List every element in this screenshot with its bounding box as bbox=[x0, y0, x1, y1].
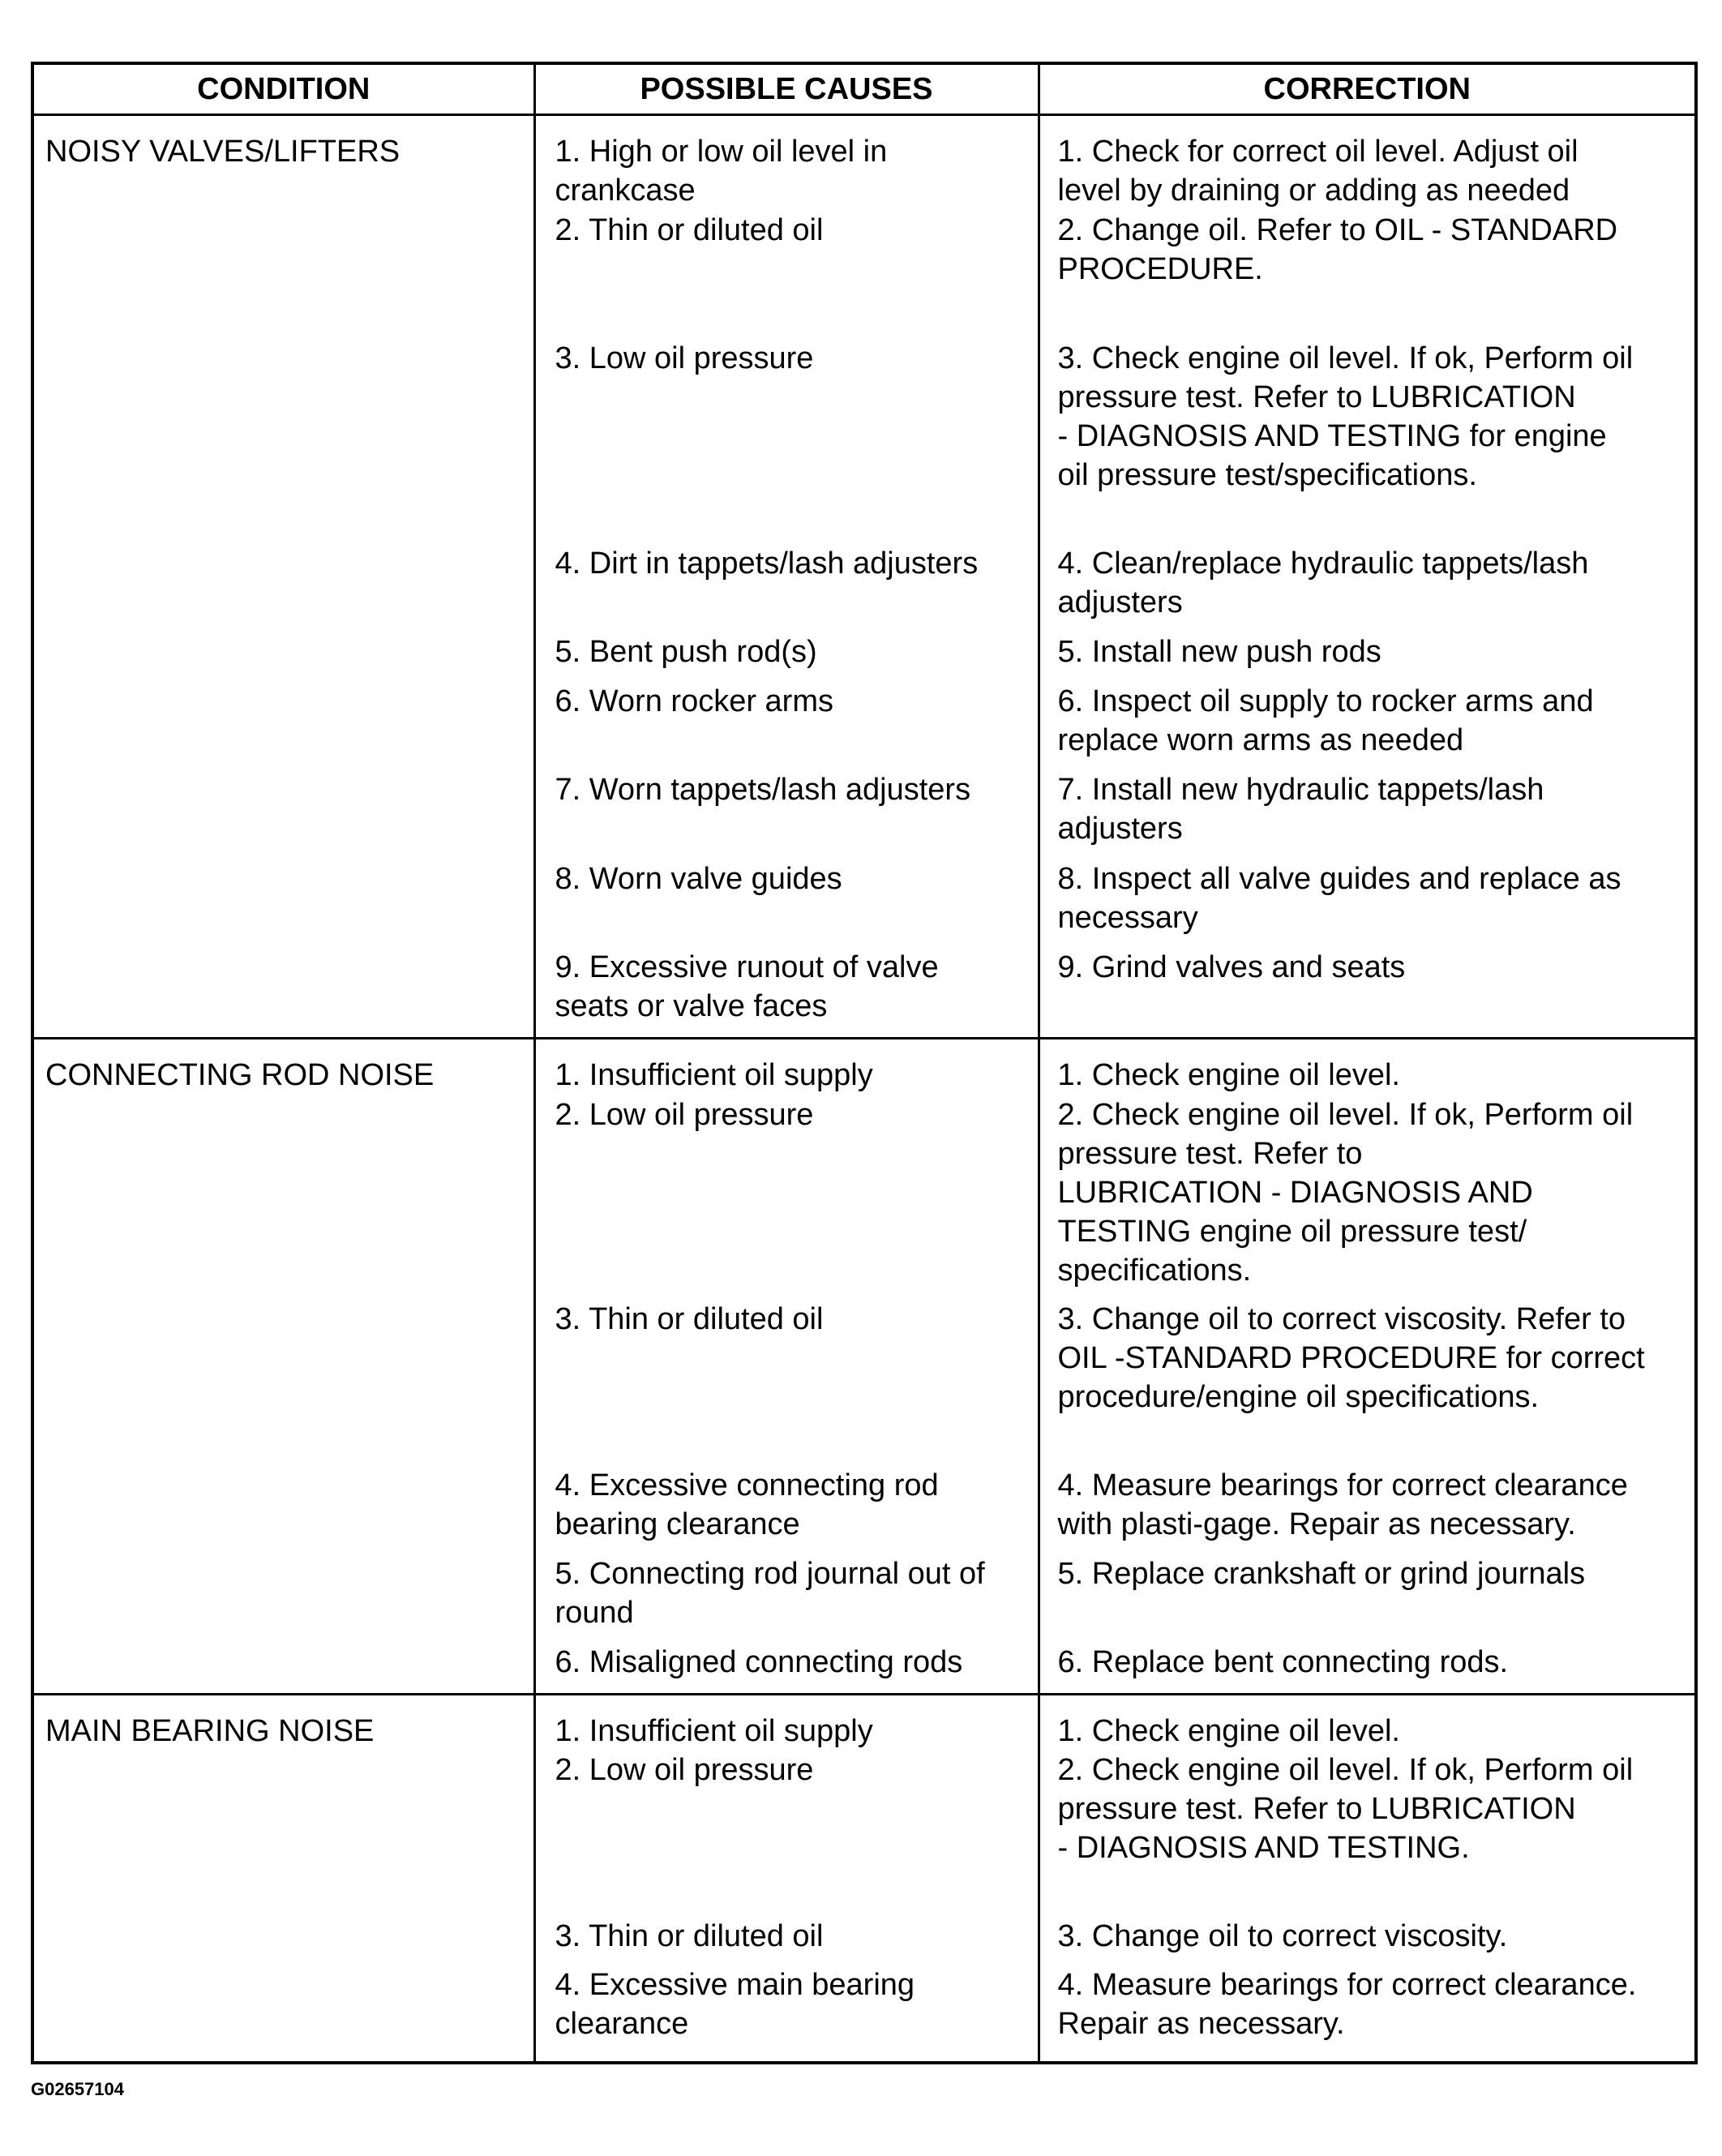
cause-cell bbox=[534, 544, 1039, 632]
header-condition: CONDITION bbox=[32, 63, 534, 115]
correction-cell bbox=[1039, 1038, 1696, 1095]
condition-text: NOISY VALVES/LIFTERS bbox=[45, 135, 401, 169]
correction-cell bbox=[1039, 211, 1696, 339]
cause-text: 4. Dirt in tappets/lash adjusters bbox=[555, 547, 979, 581]
correction-cell bbox=[1039, 1694, 1696, 1751]
cause-text: 2. Thin or diluted oil bbox=[555, 213, 824, 248]
cause-cell bbox=[534, 1751, 1039, 1916]
cause-text: 5. Connecting rod journal out of round bbox=[555, 1557, 985, 1631]
condition-text: MAIN BEARING NOISE bbox=[45, 1713, 375, 1748]
header-correction: CORRECTION bbox=[1039, 63, 1696, 115]
cause-text: 2. Low oil pressure bbox=[555, 1753, 814, 1788]
correction-cell bbox=[1039, 632, 1696, 682]
cause-cell bbox=[534, 770, 1039, 859]
condition-cell bbox=[32, 1038, 534, 1694]
correction-text: 6. Inspect oil supply to rocker arms and replace worn arms as needed bbox=[1057, 684, 1594, 758]
cause-text: 4. Excessive connecting rod bearing clearance bbox=[555, 1468, 939, 1541]
correction-cell bbox=[1039, 859, 1696, 948]
cause-text: 2. Low oil pressure bbox=[555, 1097, 814, 1132]
cause-text: 4. Excessive main bearing clearance bbox=[555, 1968, 915, 2042]
correction-cell bbox=[1039, 1643, 1696, 1694]
correction-text: 4. Measure bearings for correct clearance. Repair as necessary. bbox=[1057, 1968, 1637, 2042]
cause-cell bbox=[534, 1095, 1039, 1301]
diagnosis-table bbox=[31, 62, 1698, 2064]
cause-cell bbox=[534, 115, 1039, 212]
cause-cell bbox=[534, 1554, 1039, 1643]
cause-text: 8. Worn valve guides bbox=[555, 861, 842, 896]
correction-text: 5. Install new push rods bbox=[1057, 635, 1381, 670]
correction-text: 4. Measure bearings for correct clearance with plasti-gage. Repair as necessary. bbox=[1057, 1468, 1628, 1541]
correction-cell bbox=[1039, 544, 1696, 632]
condition-cell bbox=[32, 115, 534, 1039]
correction-cell bbox=[1039, 1554, 1696, 1643]
table-row bbox=[32, 1038, 1696, 1095]
correction-text: 2. Check engine oil level. If ok, Perform oil pressure test. Refer to LUBRICATION - DIAGNOSIS AND TESTING. bbox=[1057, 1753, 1634, 1866]
correction-cell bbox=[1039, 1917, 1696, 1966]
cause-text: 3. Low oil pressure bbox=[555, 341, 814, 376]
cause-text: 1. High or low oil level in crankcase bbox=[555, 135, 888, 208]
cause-text: 6. Misaligned connecting rods bbox=[555, 1645, 963, 1680]
cause-text: 1. Insufficient oil supply bbox=[555, 1713, 873, 1748]
correction-cell bbox=[1039, 339, 1696, 544]
correction-cell bbox=[1039, 948, 1696, 1038]
cause-text: 3. Thin or diluted oil bbox=[555, 1918, 824, 1953]
correction-text: 7. Install new hydraulic tappets/lash adjusters bbox=[1057, 773, 1544, 847]
correction-text: 1. Check engine oil level. bbox=[1057, 1713, 1400, 1748]
condition-text: CONNECTING ROD NOISE bbox=[45, 1057, 435, 1092]
correction-text: 1. Check for correct oil level. Adjust oil level by draining or adding as needed bbox=[1057, 135, 1578, 208]
cause-text: 7. Worn tappets/lash adjusters bbox=[555, 773, 971, 808]
figure-id: G02657104 bbox=[31, 2079, 124, 2099]
cause-cell bbox=[534, 1965, 1039, 2063]
correction-text: 3. Check engine oil level. If ok, Perform oil pressure test. Refer to LUBRICATION - DIAGNOSIS AND TESTING for engine oil pressure test/specifications. bbox=[1057, 341, 1634, 493]
correction-text: 3. Change oil to correct viscosity. Refer to OIL -STANDARD PROCEDURE for correct procedure/engine oil specifications. bbox=[1057, 1302, 1645, 1415]
correction-text: 3. Change oil to correct viscosity. bbox=[1057, 1918, 1508, 1953]
condition-cell bbox=[32, 1694, 534, 2063]
correction-text: 9. Grind valves and seats bbox=[1057, 949, 1406, 984]
correction-text: 2. Change oil. Refer to OIL - STANDARD PROCEDURE. bbox=[1057, 213, 1618, 287]
cause-cell bbox=[534, 682, 1039, 770]
correction-cell bbox=[1039, 1300, 1696, 1465]
correction-cell bbox=[1039, 1466, 1696, 1554]
cause-cell bbox=[534, 211, 1039, 339]
header-row bbox=[32, 63, 1696, 115]
correction-cell bbox=[1039, 682, 1696, 770]
correction-cell bbox=[1039, 115, 1696, 212]
correction-text: 4. Clean/replace hydraulic tappets/lash adjusters bbox=[1057, 547, 1589, 620]
table-row bbox=[32, 1694, 1696, 1751]
table-row bbox=[32, 115, 1696, 212]
correction-cell bbox=[1039, 1751, 1696, 1916]
cause-cell bbox=[534, 1038, 1039, 1095]
cause-text: 6. Worn rocker arms bbox=[555, 684, 833, 719]
correction-cell bbox=[1039, 770, 1696, 859]
cause-text: 3. Thin or diluted oil bbox=[555, 1302, 824, 1337]
correction-text: 1. Check engine oil level. bbox=[1057, 1057, 1400, 1092]
cause-cell bbox=[534, 1643, 1039, 1694]
cause-text: 5. Bent push rod(s) bbox=[555, 635, 817, 670]
correction-text: 6. Replace bent connecting rods. bbox=[1057, 1645, 1509, 1680]
cause-cell bbox=[534, 632, 1039, 682]
correction-text: 8. Inspect all valve guides and replace as necessary bbox=[1057, 861, 1621, 935]
correction-cell bbox=[1039, 1965, 1696, 2063]
cause-text: 1. Insufficient oil supply bbox=[555, 1057, 873, 1092]
header-possible-causes: POSSIBLE CAUSES bbox=[534, 63, 1039, 115]
correction-cell bbox=[1039, 1095, 1696, 1301]
cause-text: 9. Excessive runout of valve seats or valve faces bbox=[555, 949, 939, 1023]
correction-text: 5. Replace crankshaft or grind journals bbox=[1057, 1557, 1586, 1592]
correction-text: 2. Check engine oil level. If ok, Perform oil pressure test. Refer to LUBRICATION - DIAGNOSIS AND TESTING engine oil pressure test/ specifications. bbox=[1057, 1097, 1634, 1288]
cause-cell bbox=[534, 948, 1039, 1038]
cause-cell bbox=[534, 859, 1039, 948]
cause-cell bbox=[534, 1466, 1039, 1554]
cause-cell bbox=[534, 339, 1039, 544]
cause-cell bbox=[534, 1917, 1039, 1966]
cause-cell bbox=[534, 1694, 1039, 1751]
cause-cell bbox=[534, 1300, 1039, 1465]
